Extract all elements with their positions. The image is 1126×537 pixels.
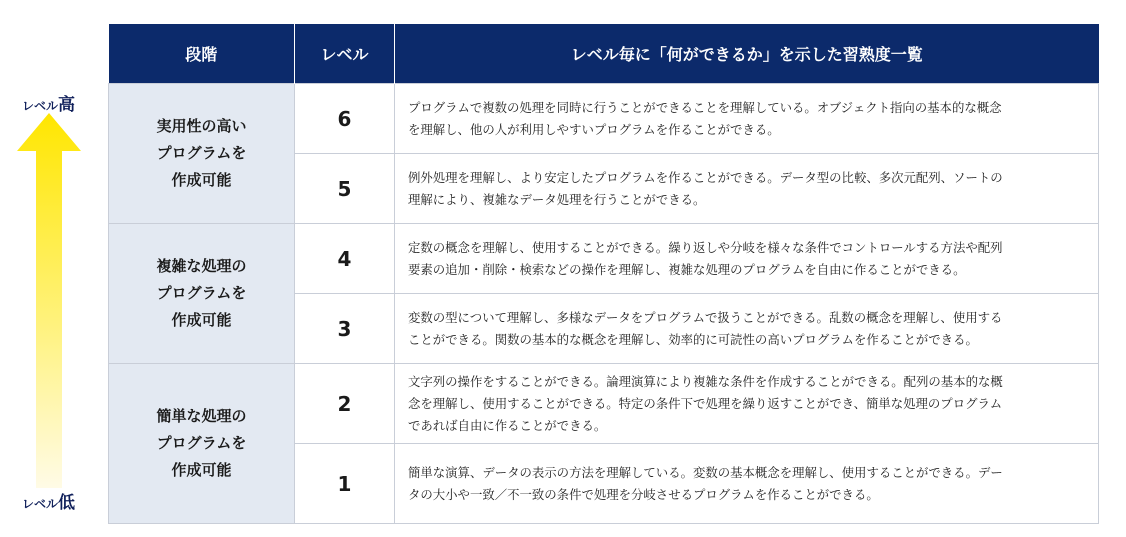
- level-description: [395, 84, 1099, 154]
- stage-cell: [109, 364, 295, 524]
- stage-line: 実用性の高い: [156, 117, 247, 135]
- description-line: 変数の型について理解し、多様なデータをプログラムで扱うことができる。乱数の概念を理解し、使用する: [408, 309, 1003, 325]
- stage-cell: [109, 84, 295, 224]
- description-line: 要素の追加・削除・検索などの操作を理解し、複雑な処理のプログラムを自由に作ることができる。: [408, 261, 966, 277]
- table-header-row: [109, 24, 1099, 84]
- description-line: 文字列の操作をすることができる。論理演算により複雑な条件を作成することができる。配列の基本的な概: [408, 373, 1003, 389]
- level-indicator: [0, 0, 100, 537]
- stage-line: 作成可能: [171, 311, 232, 329]
- level-description: [395, 364, 1099, 444]
- description-line: 定数の概念を理解し、使用することができる。繰り返しや分岐を様々な条件でコントロールする方法や配列: [408, 239, 1003, 255]
- stage-line: プログラムを: [156, 144, 247, 162]
- level-description: [395, 154, 1099, 224]
- stage-line: プログラムを: [156, 284, 247, 302]
- level-description: [395, 294, 1099, 364]
- level-low-label: [22, 488, 75, 513]
- stage-cell: [109, 224, 295, 364]
- description-line: 理解により、複雑なデータ処理を行うことができる。: [408, 191, 706, 207]
- level-low-prefix: レベル: [22, 497, 59, 511]
- level-description: [395, 444, 1099, 524]
- header-level: レベル: [295, 24, 395, 84]
- description-line: を理解し、他の人が利用しやすいプログラムを作ることができる。: [408, 121, 780, 137]
- description-line: タの大小や一致／不一致の条件で処理を分岐させるプログラムを作ることができる。: [408, 486, 879, 502]
- stage-line: 簡単な処理の: [156, 407, 247, 425]
- level-high-word: 高: [58, 95, 76, 115]
- level-high-label: [22, 90, 75, 115]
- level-high-prefix: レベル: [22, 99, 59, 113]
- level-number: 6: [295, 84, 395, 154]
- level-up-arrow-icon: [17, 113, 81, 488]
- description-line: 念を理解し、使用することができる。特定の条件下で処理を繰り返すことができ、簡単な処理のプログラム: [408, 395, 1003, 411]
- stage-line: 複雑な処理の: [156, 257, 247, 275]
- level-number: 3: [295, 294, 395, 364]
- level-number: 5: [295, 154, 395, 224]
- description-line: であれば自由に作ることができる。: [408, 417, 607, 433]
- level-description: [395, 224, 1099, 294]
- stage-line: 作成可能: [171, 171, 232, 189]
- description-line: プログラムで複数の処理を同時に行うことができることを理解している。オブジェクト指向の基本的な概念: [408, 99, 1002, 115]
- level-number: 2: [295, 364, 395, 444]
- table-row: [109, 224, 1099, 294]
- description-line: 例外処理を理解し、より安定したプログラムを作ることができる。データ型の比較、多次元配列、ソートの: [408, 169, 1003, 185]
- proficiency-table: [108, 24, 1099, 524]
- header-stage: 段階: [109, 24, 295, 84]
- description-line: 簡単な演算、データの表示の方法を理解している。変数の基本概念を理解し、使用することができる。デー: [408, 464, 1003, 480]
- level-number: 1: [295, 444, 395, 524]
- table-row: [109, 364, 1099, 444]
- level-low-word: 低: [58, 493, 76, 513]
- stage-line: プログラムを: [156, 434, 247, 452]
- description-line: ことができる。関数の基本的な概念を理解し、効率的に可読性の高いプログラムを作ることができる。: [408, 331, 978, 347]
- table-row: [109, 84, 1099, 154]
- stage-line: 作成可能: [171, 461, 232, 479]
- level-number: 4: [295, 224, 395, 294]
- header-description: レベル毎に「何ができるか」を示した習熟度一覧: [395, 24, 1099, 84]
